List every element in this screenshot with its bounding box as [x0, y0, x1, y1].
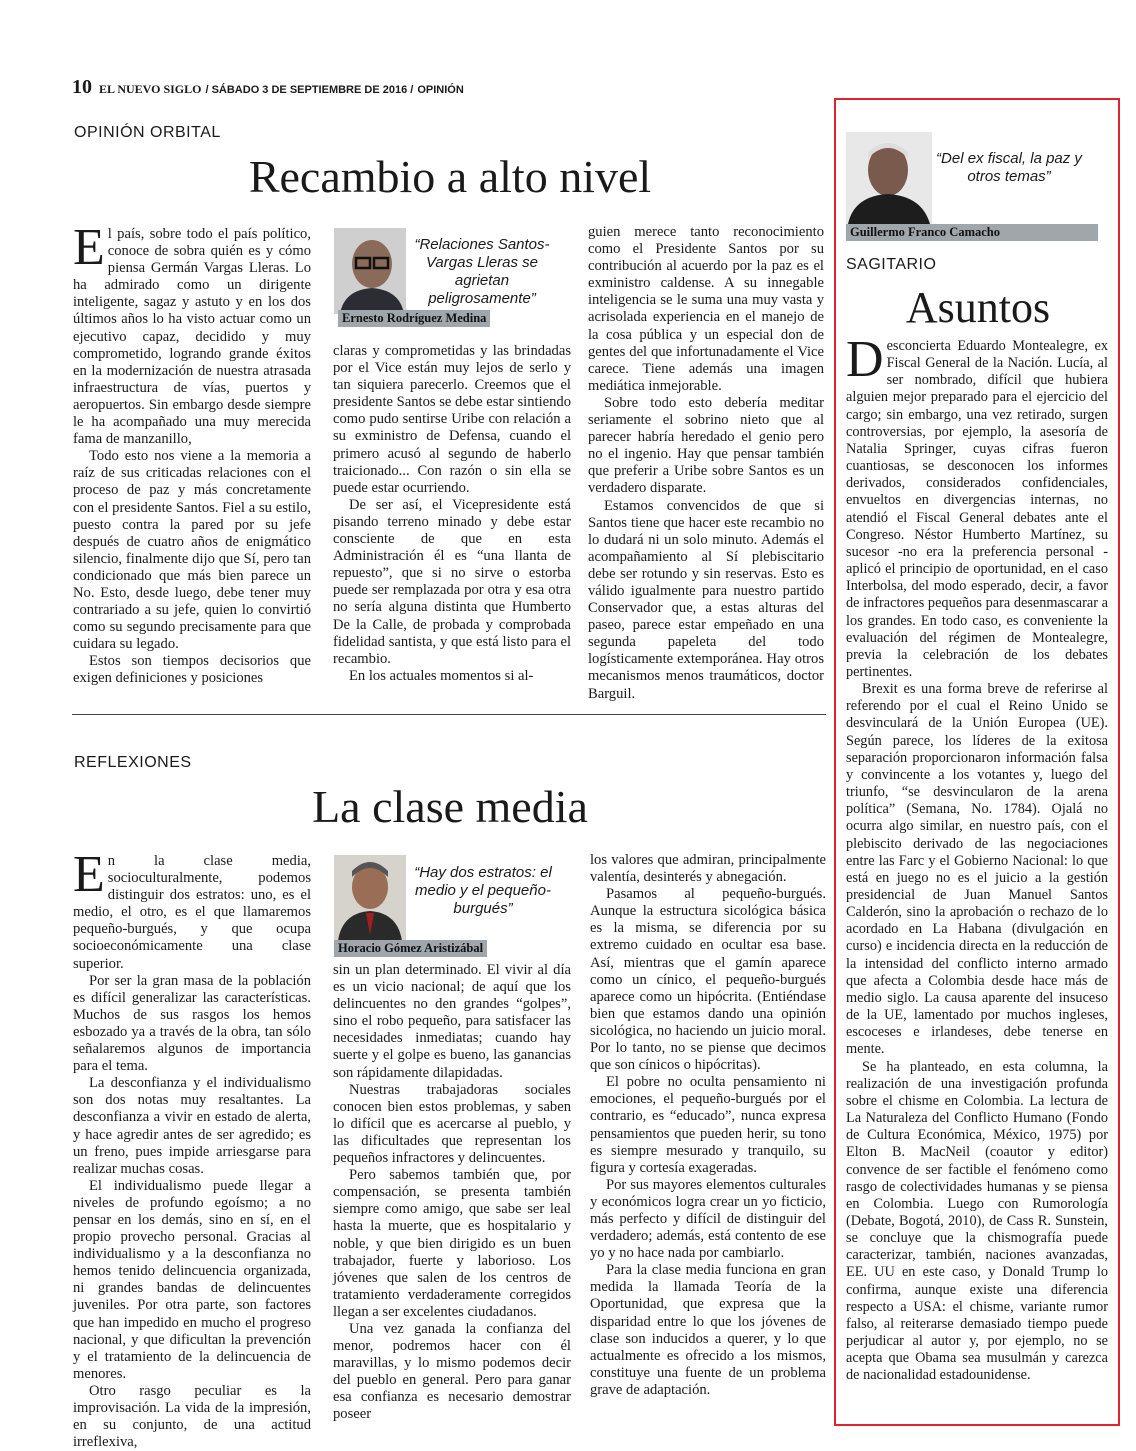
author-portrait-icon — [334, 228, 406, 314]
article1-column-2: claras y comprometidas y las brindadas por el Vice están muy lejos de serlo y tan siquiera parecerlo. Creemos que el presidente Santos se debe estar sintiendo como pudo sentirse Uribe con relación a su exministro de Defensa, cuando el primero acusó al segundo de haberlo traicionado... Con razón o sin ella se puede estar ocurriendo. De ser así, el Vicepresidente está pisando terreno minado y debe estar consciente de que en esta Administración él es “una llanta de repuesto”, que si no sirve o estorba puede ser remplazada por otra y esa otra no sería alguna distinta que Humberto De la Calle, de probada y comprobada fidelidad santista, y que está listo para el recambio. En los actuales momentos si al- — [333, 343, 571, 684]
dropcap: E — [73, 219, 105, 276]
article-title-asuntos: Asuntos — [905, 283, 1051, 332]
section-label-sagitario: SAGITARIO — [846, 256, 937, 273]
article2-column-1: En la clase media, socioculturalmente, podemos distinguir dos estratos: uno, es el medio, el otro, es el que llamaremos pequeño-burgués, y que ocupa socioeconómicamente una clase superior. Por ser la gran masa de la población es difícil generalizar las características. Muchos de sus rasgos los hemos esbozado ya a través de la obra, tan sólo señalaremos algunos de importancia para el tema. La desconfianza y el individualismo son dos notas muy resaltantes. La desconfianza a vivir en estado de alerta, y hace agredir antes de ser agredido; es un freno, pues impide arriesgarse para realizar muchas cosas. El individualismo puede llegar a niveles de profundo egoísmo; a no pensar en los demás, sino en sí, en el propio provecho personal. Gracias al individualismo y a la desconfianza no hemos tenido delincuencia organizada, ni grandes bandas de delincuentes juveniles. Por otra parte, son factores que han impedido en mucho el progreso nacional, y que dificultan la prevención y el tratamiento de la delincuencia de menores. Otro rasgo peculiar es la improvisación. La vida de la impresión, en su conjunto, de una actitud irreflexiva, — [73, 846, 311, 1451]
author-name-ernesto: Ernesto Rodríguez Medina — [338, 310, 490, 327]
article-title-clase-media: La clase media — [312, 781, 588, 832]
author-photo-guillermo — [846, 132, 932, 224]
article1-column-1: El país, sobre todo el país político, conoce de sobra quién es y cómo piensa Germán Vargas Lleras. Lo ha admirado como un dirigente inteligente, sagaz y astuto y en los dos últimos años lo ha visto actuar como un ejecutivo capaz, decidido y muy comprometido, logrando grande éxitos en la modernización de nuestra atrasada infraestructura de vías, puertos y aeropuertos. Sin embargo desde siempre le ha acompañado una muy merecida fama de manzanillo, Todo esto nos viene a la memoria a raíz de sus criticadas relaciones con el proceso de paz y más concretamente con el presidente Santos. Fiel a su estilo, puesto contra la pared por su jefe después de cuatro años de enigmático silencio, finalmente dijo que Sí, pero tan condicionado que más bien parece un No. Esto, desde luego, debe tener muy contrariado a su jefe, quien lo convirtió como su segundo precisamente para que cuidara su legado. Estos son tiempos decisorios que exigen definiciones y posiciones — [73, 219, 311, 687]
author-portrait-icon — [334, 855, 406, 941]
author-photo-ernesto — [334, 228, 406, 314]
dropcap: D — [846, 331, 884, 388]
pull-quote-article2: “Hay dos estratos: el medio y el pequeño-burgués” — [414, 864, 552, 917]
dropcap: E — [73, 846, 105, 903]
article-divider — [72, 714, 826, 715]
article1-column-3: guien merece tanto reconocimiento como el Presidente Santos por su contribución al acuerdo por la paz es el exministro caldense. A su innegable inteligencia se le suma una muy vasta y acrisolada experiencia en el manejo de la cosa pública y un especial don de gentes del que infortunadamente el Vice carece. Tiene además una imagen mediática inmejorable. Sobre todo esto debería meditar seriamente el sobrino nieto que al parecer habría heredado el genio pero no el ingenio. Hay que pensar también que preferir a Uribe sobre Santos es un verdadero disparate. Estamos convencidos de que si Santos tiene que hacer este recambio no lo dudará ni un solo minuto. Además el acompañamiento al Sí plebiscitario debe ser rotundo y sin reservas. Esto es válido igualmente para nuestro partido Conservador que, a estas alturas del paseo, parece estar empeñado en una segunda papeleta del todo logísticamente extemporánea. Hay otros mecanismos menos traumáticos, doctor Barguil. — [588, 224, 824, 702]
author-photo-horacio — [334, 855, 406, 941]
header-section: OPINIÓN — [417, 84, 464, 96]
article3-column: Desconcierta Eduardo Montealegre, ex Fiscal General de la Nación. Lucía, al ser nombrado, difícil que hubiera alguien mejor preparado para el ejercicio del cargo; sin embargo, una vez retirado, surgen controversias, por ejemplo, la asesoría de Natalia Springer, cuyas cifras fueron cuantiosas, se desconocen los informes derivados, considerados confidenciales, envueltos en divergencias internas, no atendió el Fiscal General debates ante el Congreso. Néstor Humberto Martínez, su sucesor -no era la preferencia personal - aplicó el principio de oportunidad, en el caso Interbolsa, del modo esperado, decir, a favor de infractores pequeños para desenmascarar a los grandes. En todo caso, es conveniente la evaluación del régimen de Montealegre, previa la celebración de los debates pertinentes. Brexit es una forma breve de referirse al referendo por el cual el Reino Unido se desvinculará de la Unión Europea (UE). Según parece, los líderes de la exitosa separación proporcionaron información falsa y convincente a los votantes y, luego del triunfo, “se desvincularon de la arena política” (Semana, No. 1784). Ojalá no ocurra algo similar, en nuestro país, con el plebiscito derivado de las negociaciones entre las Farc y el Gobierno Nacional: lo que está en juego no es el juicio a la gestión presidencial de Juan Manuel Santos Calderón, sino la aprobación o rechazo de lo acordado en La Habana (divulgación en curso) e incidencia directa en la reducción de la intensidad del conflicto interno armado que afecta a Colombia desde hace más de medio siglo. La causa aparente del insuceso de la UE, lamentado por muchos ingleses, escoceses e irlandeses, debe tenerse en mente. Se ha planteado, en esta columna, la realización de una investigación profunda sobre el chisme en Colombia. La lectura de La Naturaleza del Conflicto Humano (Fondo de Cultura Económica, México, 1975) por Elton B. MacNeil (coautor y editor) convence de ser factible el fenómeno como rasgo de colectividades humanas y se piensa en Colombia. Luego con Rumorología (Debate, Bogotá, 2010), de Cass R. Sunstein, se concluye que la chismografía puede caracterizar, también, naciones avanzadas, EE. UU en este caso, y Donald Trump lo confirma, aunque existe una diferencia respecto a USA: el chisme, variante rumor falso, al reiterarse demasiado tiempo puede perjudicar al autor y, por ejemplo, no se acepta que Obama sea musulmán y carezca de nacionalidad estadounidense. — [846, 331, 1108, 1384]
pull-quote-article1: “Relaciones Santos-Vargas Lleras se agrietan peligrosamente” — [414, 236, 550, 307]
newspaper-name: EL NUEVO SIGLO — [99, 82, 202, 96]
article2-column-2: sin un plan determinado. El vivir al día es un vicio nacional; de aquí que los delincuentes no den grandes “golpes”, sino el robo pequeño, para satisfacer las necesidades inmediatas; cuando hay suerte y el golpe es bueno, las ganancias son rápidamente dilapidadas. Nuestras trabajadoras sociales conocen bien estos problemas, y saben lo difícil que es acercarse al pueblo, y las dificultades que representan los pequeños infractores y delincuentes. Pero sabemos también que, por compensación, se presenta también siempre como amigo, que sabe ser leal hasta la muerte, que es hospitalario y noble, y que bien dirigido es un buen trabajador, fuerte y laborioso. Los jóvenes que salen de los centros de tratamiento verdaderamente corregidos llegan a ser excelentes ciudadanos. Una vez ganada la confianza del menor, podremos hacer con él maravillas, y lo mismo podemos decir del pueblo en general. Pero para ganar esa confianza es necesario demostrar poseer — [333, 962, 571, 1423]
section-label-opinion-orbital: OPINIÓN ORBITAL — [74, 124, 221, 141]
author-portrait-icon — [846, 132, 932, 224]
author-name-guillermo: Guillermo Franco Camacho — [846, 224, 1098, 241]
author-name-horacio: Horacio Gómez Aristizábal — [334, 940, 487, 957]
header-date: / SÁBADO 3 DE SEPTIEMBRE DE 2016 / — [205, 84, 414, 96]
article-title-recambio: Recambio a alto nivel — [248, 151, 652, 202]
pull-quote-article3: “Del ex fiscal, la paz y otros temas” — [936, 150, 1082, 185]
section-label-reflexiones: REFLEXIONES — [74, 754, 192, 771]
page-header — [72, 76, 464, 98]
article2-column-3: los valores que admiran, principalmente valentía, desinterés y abnegación. Pasamos al pequeño-burgués. Aunque la estructura sicológica básica es la misma, se diferencia por su extremo cuidado en ocultar esa base. Así, mientras que el gamín aparece como un cínico, el pequeño-burgués aparece como un hipócrita. (Entiéndase bien que estamos dando una opinión sicológica, no haciendo un juicio moral. Por lo tanto, no se piense que decimos que son cínicos o hipócritas). El pobre no oculta pensamiento ni emociones, el pequeño-burgués por el contrario, es “educado”, nunca expresa pensamientos que pueden herir, su tono es siempre mesurado y tranquilo, su figura y cortesía exageradas. Por sus mayores elementos culturales y económicos logra crear un yo ficticio, más perfecto y difícil de distinguir del verdadero; además, está contento de ese yo y no hace nada por cambiarlo. Para la clase media funciona en gran medida la llamada Teoría de la Oportunidad, que expresa que la disparidad entre lo que los jóvenes de clase son inducidos a querer, y lo que actualmente es ofrecido a los mismos, constituye una fuente de un problema grave de adaptación. — [590, 852, 826, 1398]
page-number: 10 — [72, 76, 92, 98]
